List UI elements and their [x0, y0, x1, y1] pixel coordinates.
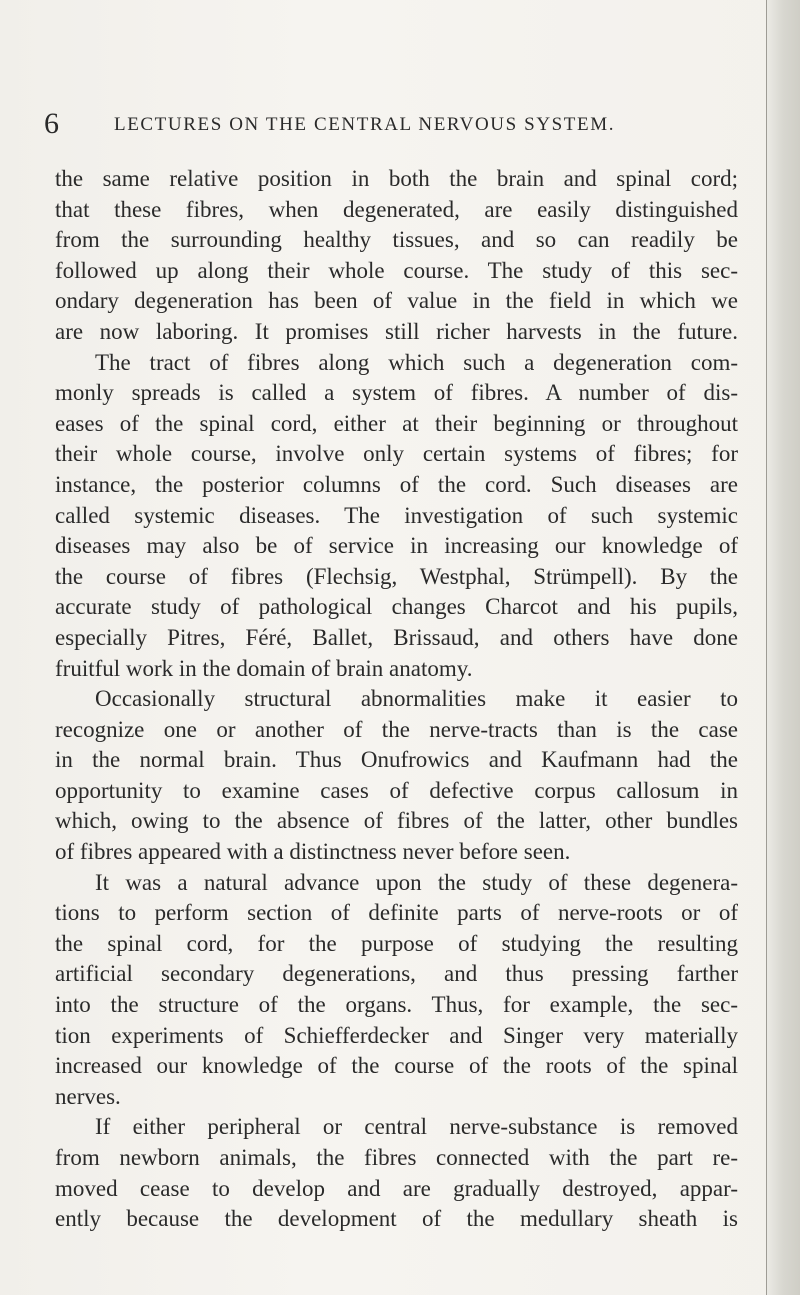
- text-line: instance, the posterior columns of the cord. Such diseases are: [55, 471, 738, 497]
- text-line: called systemic diseases. The investigation of such systemic: [55, 502, 738, 528]
- text-line: from newborn animals, the fibres connected with the part re-: [55, 1145, 738, 1170]
- running-head: LECTURES ON THE CENTRAL NERVOUS SYSTEM.: [114, 114, 616, 135]
- text-line: into the structure of the organs. Thus, for example, the sec-: [55, 992, 738, 1018]
- text-line: ently because the development of the medullary sheath is: [55, 1206, 738, 1232]
- text-line: that these fibres, when degenerated, are easily distinguished: [55, 196, 738, 222]
- text-line: eases of the spinal cord, either at their beginning or throughout: [55, 410, 738, 436]
- text-line: monly spreads is called a system of fibres. A number of dis-: [55, 380, 738, 406]
- text-line: opportunity to examine cases of defective corpus callosum in: [55, 777, 738, 803]
- text-line: It was a natural advance upon the study of these degenera-: [95, 869, 738, 895]
- text-line: are now laboring. It promises still richer harvests in the future.: [55, 318, 738, 344]
- text-line: from the surrounding healthy tissues, and so can readily be: [55, 227, 738, 253]
- text-line: the course of fibres (Flechsig, Westphal, Strümpell). By the: [55, 563, 738, 589]
- text-line: fruitful work in the domain of brain anatomy.: [55, 655, 473, 681]
- body-text: [55, 164, 738, 1235]
- text-line: tions to perform section of definite parts of nerve-roots or of: [55, 900, 738, 926]
- text-line: increased our knowledge of the course of the roots of the spinal: [55, 1053, 738, 1079]
- text-line: of fibres appeared with a distinctness never before seen.: [55, 839, 571, 865]
- text-line: nerves.: [55, 1083, 121, 1109]
- text-line: moved cease to develop and are gradually destroyed, appar-: [55, 1175, 738, 1201]
- text-line: tion experiments of Schiefferdecker and Singer very materially: [55, 1022, 738, 1048]
- text-line: the same relative position in both the brain and spinal cord;: [55, 166, 738, 191]
- text-line: the spinal cord, for the purpose of studying the resulting: [55, 930, 738, 956]
- text-line: especially Pitres, Féré, Ballet, Brissaud, and others have done: [55, 624, 738, 650]
- text-line: followed up along their whole course. The study of this sec-: [55, 257, 738, 283]
- text-line: If either peripheral or central nerve-substance is removed: [95, 1114, 738, 1140]
- page-edge-line: [766, 0, 767, 1295]
- page-number: 6: [44, 107, 59, 140]
- text-line: their whole course, involve only certain systems of fibres; for: [55, 441, 738, 467]
- page-edge: [766, 0, 800, 1295]
- text-line: accurate study of pathological changes Charcot and his pupils,: [55, 594, 738, 620]
- text-line: which, owing to the absence of fibres of the latter, other bundles: [55, 808, 738, 834]
- text-line: artificial secondary degenerations, and thus pressing farther: [55, 961, 738, 987]
- text-line: recognize one or another of the nerve-tracts than is the case: [55, 716, 738, 742]
- page-header: [44, 106, 744, 142]
- text-line: The tract of fibres along which such a degeneration com-: [95, 349, 738, 375]
- text-line: in the normal brain. Thus Onufrowics and Kaufmann had the: [55, 747, 738, 773]
- text-line: diseases may also be of service in increasing our knowledge of: [55, 533, 738, 559]
- text-line: Occasionally structural abnormalities make it easier to: [95, 686, 738, 712]
- text-line: ondary degeneration has been of value in the field in which we: [55, 288, 738, 314]
